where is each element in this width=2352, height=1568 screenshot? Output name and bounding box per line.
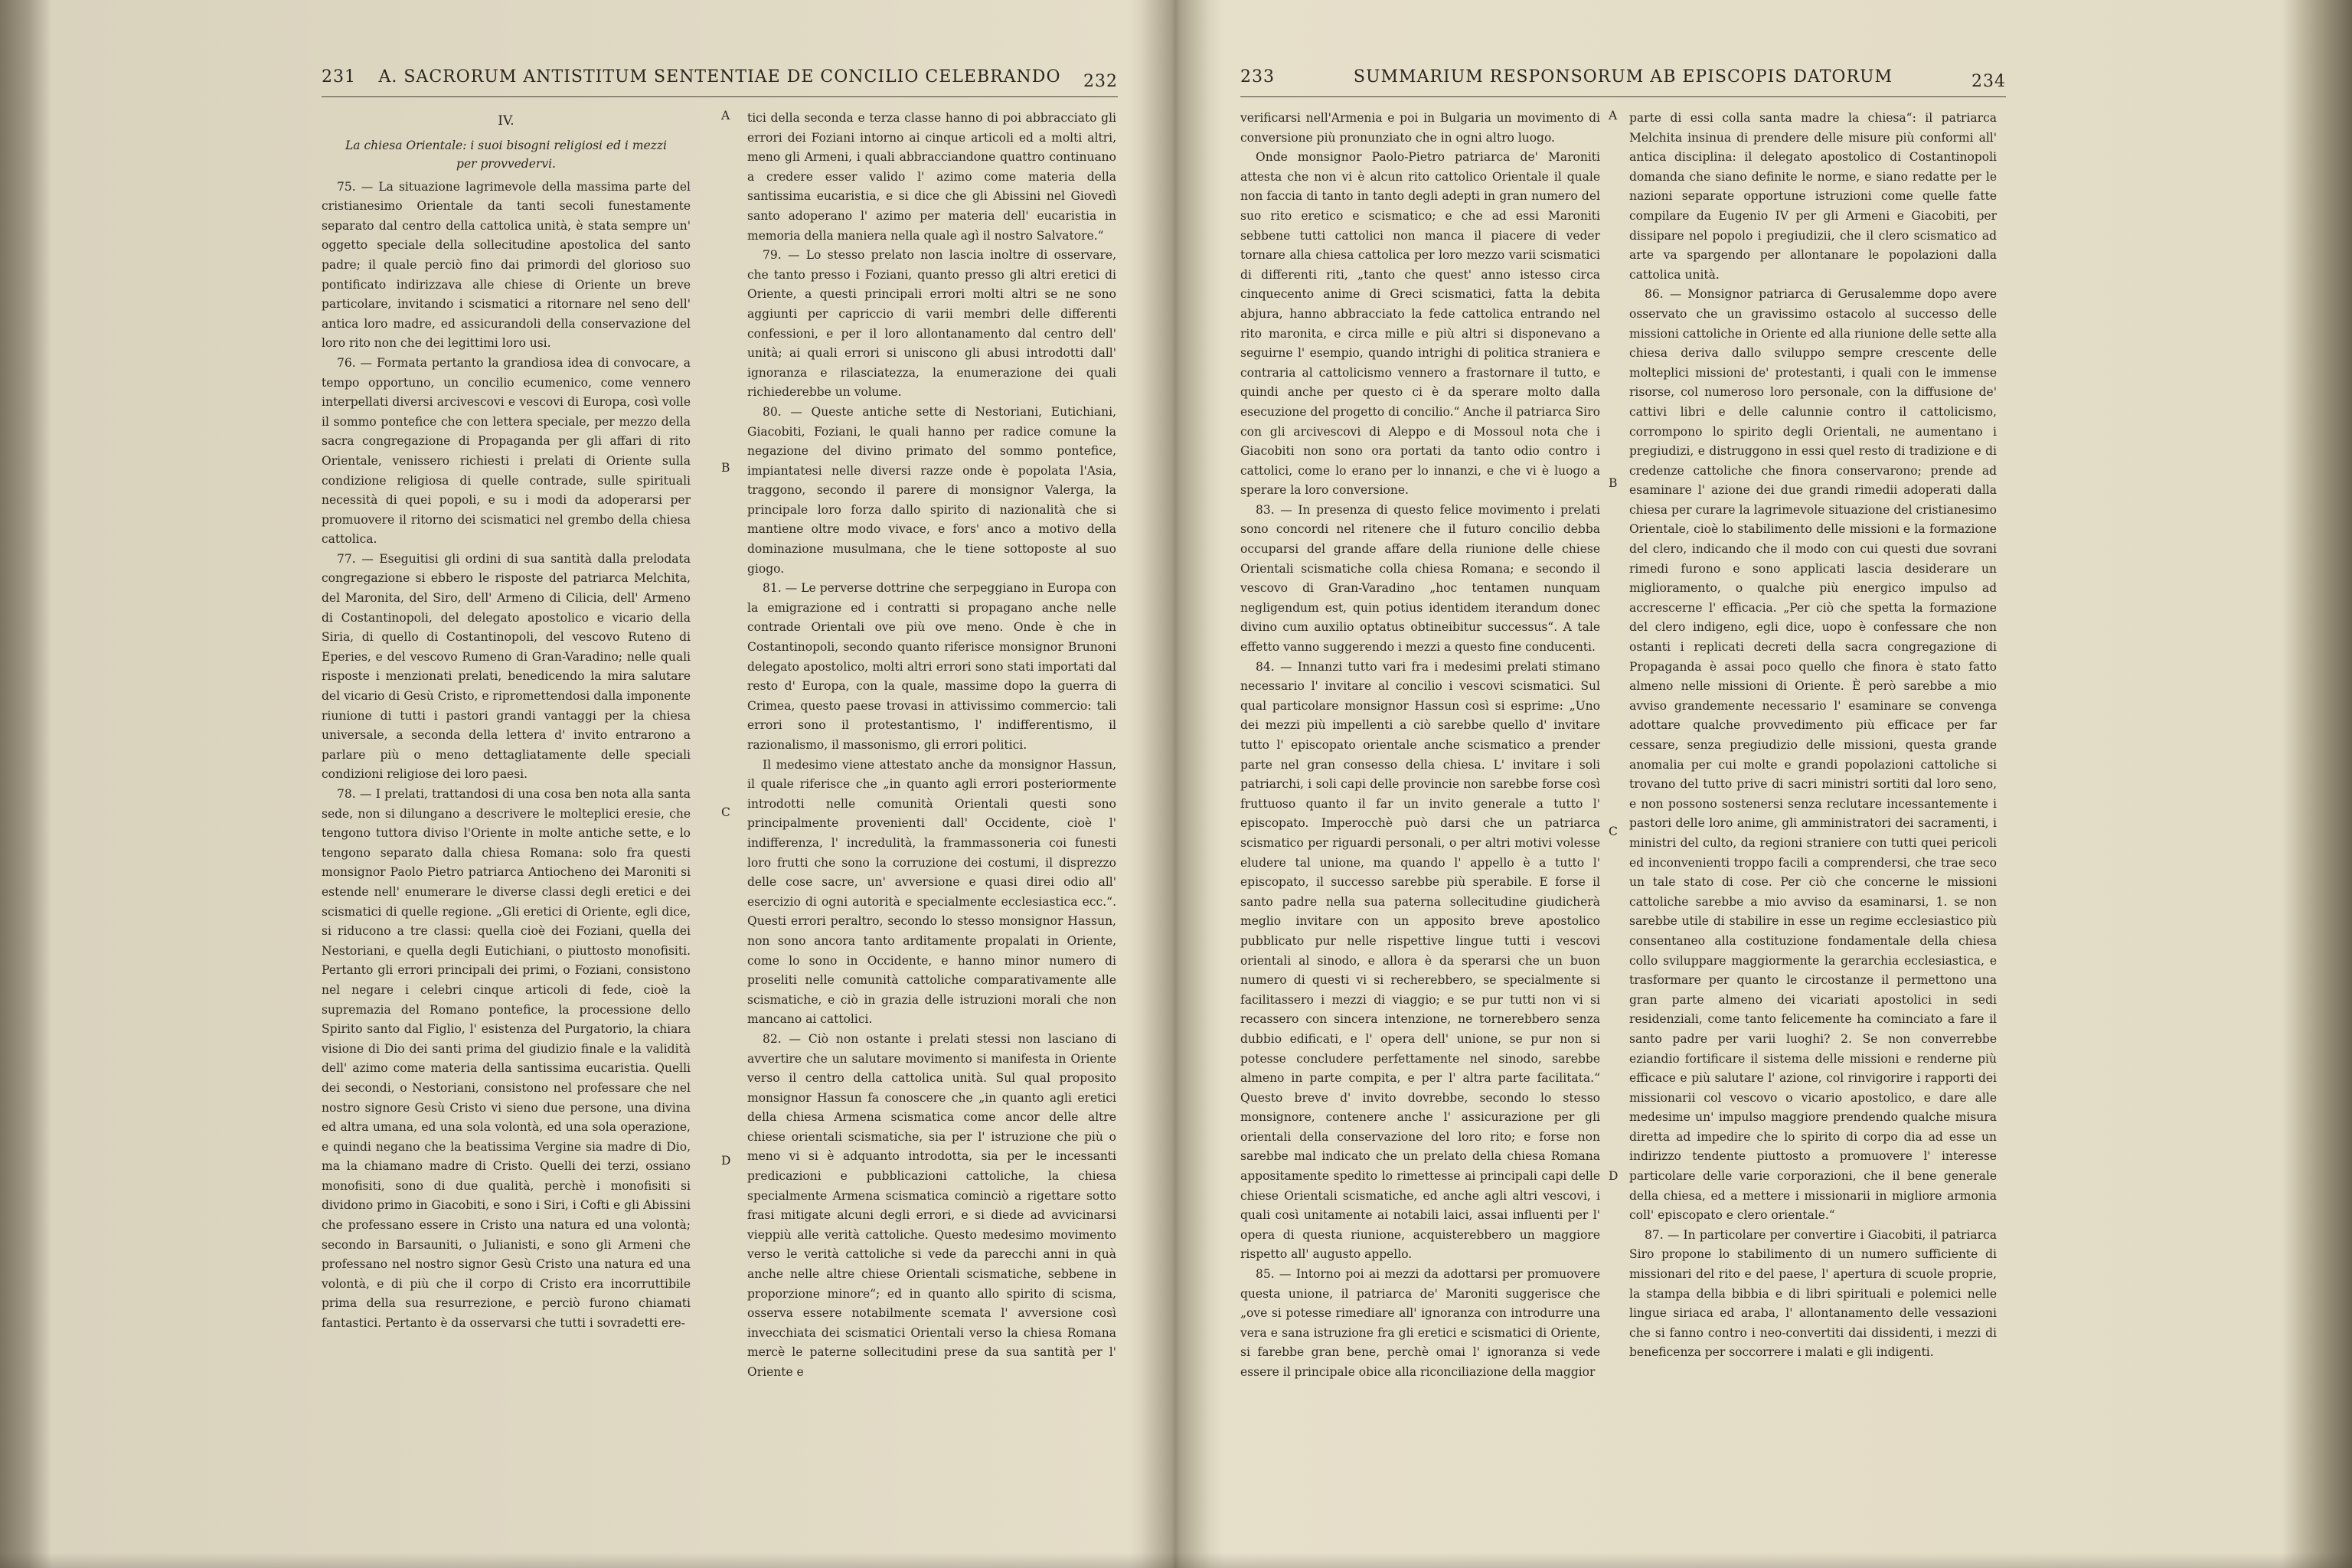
page-number-233: 233 — [1240, 67, 1275, 87]
right-page-column-1 — [1240, 109, 1600, 1383]
section-title: La chiesa Orientale: i suoi bisogni religiosi ed i mezzi per provvedervi. — [345, 138, 667, 171]
right-page-header — [1240, 67, 2006, 98]
paragraph-78: 78. — I prelati, trattandosi di una cosa ben nota alla santa sede, non si dilungano a descrivere le molteplici eresie, che tengono tuttora diviso l'Oriente in molte antiche sette, e lo tengono separato dalla chiesa Romana: solo fra questi monsignor Paolo Pietro patriarca Antiocheno dei Maroniti si estende nell' enumerare le diverse classi degli eretici e dei scismatici di quelle regione. „Gli eretici di Oriente, egli dice, si riducono a tre classi: quella cioè dei Foziani, quella dei Nestoriani, e quella degli Eutichiani, o piuttosto monofisiti. Pertanto gli errori principali dei primi, o Foziani, consistono nel negare i celebri cinque articoli di fede, cioè la supremazia del Romano pontefice, la processione dello Spirito santo dal Figlio, l' esistenza del Purgatorio, la chiara visione di Dio dei santi prima del giudizio finale e la validità dell' azimo come materia della santissima eucaristia. Quelli dei secondi, o Nestoriani, consistono nel professare che nel nostro signore Gesù Cristo vi sieno due persone, una divina ed altra umana, ed una sola volontà, ed una sola operazione, e quindi negano che la beatissima Vergine sia madre di Dio, ma la chiamano madre di Cristo. Quelli dei terzi, ossiano monofisiti, sono di due qualità, perchè i monofisiti si dividono primo in Giacobiti, e sono i Siri, i Cofti e gli Abissini che professano essere in Cristo una natura ed una volontà; secondo in Barsauniti, o Julianisti, e sono gli Armeni che professano nel nostro signor Gesù Cristo una natura ed una volontà, e di più che il corpo di Cristo era incorruttibile prima della sua resurrezione, e perciò furono chiamati fantastici. Pertanto è da osservarsi che tutti i sovradetti ere- — [322, 787, 691, 1331]
margin-letter-d: D — [721, 1154, 731, 1168]
paragraph-84: 84. — Innanzi tutto vari fra i medesimi prelati stimano necessario l' invitare al concilio i vescovi scismatici. Sul qual particolare monsignor Hassun così si esprime: „Uno dei mezzi più impellenti a ciò sarebbe quello d' invitare tutto l' episcopato orientale anche scismatico a prender parte nel gran consesso della chiesa. L' invitare i soli patriarchi, i soli capi delle provincie non sarebbe forse così fruttuoso quanto il far un invito generale a tutto l' episcopato. Imperocchè può darsi che un patriarca scismatico per riguardi personali, o per altri motivi volesse eludere tal unione, ma quando l' appello è a tutto l' episcopato, il successo sarebbe più sperabile. E forse il santo padre nella sua paterna sollecitudine giudicherà meglio invitare con un apposito breve apostolico pubblicato pur nelle rispettive lingue tutti i vescovi orientali al sinodo, e allora è da sperarsi che un buon numero di questi vi si recherebbero, se specialmente si facilitassero i mezzi di viaggio; e se pur tutti non vi si recassero con sincera intenzione, ne tornerebbero senza dubbio edificati, e l' opera dell' unione, se pur non si potesse concludere perfettamente nel sinodo, sarebbe almeno in parte compita, e per l' altra parte facilitata.“ Questo breve d' invito dovrebbe, secondo lo stesso monsignore, contenere anche l' assicurazione per gli orientali della conservazione del loro rito; e forse non sarebbe mal indicato che un prelato della chiesa Romana appositamente spedito lo rimettesse ai principali capi delle chiese Orientali scismatiche, ed anche agli altri vescovi, i quali così unitamente ai notabili laici, assai influenti per l' opera di questa riunione, acquisterebbero un maggiore rispetto all' augusto appello. — [1240, 659, 1600, 1262]
bottom-edge-shadow — [0, 1553, 2352, 1568]
paragraph-77: 77. — Eseguitisi gli ordini di sua santità dalla prelodata congregazione si ebbero le risposte del patriarca Melchita, del Maronita, del Siro, dell' Armeno di Cilicia, dell' Armeno di Costantinopoli, del delegato apostolico e vicario della Siria, di quello di Costantinopoli, del vescovo Ruteno di Eperies, e del vescovo Rumeno di Gran-Varadino; nelle quali risposte i menzionati prelati, benedicendo la mira salutare del vicario di Gesù Cristo, e ripromettendosi dalla imponente riunione di tutti i pastori grandi vantaggi per la chiesa universale, a seconda della lettera d' invito entrarono a parlare più o meno dettagliatamente delle speciali condizioni religiose dei loro paesi. — [322, 551, 691, 782]
margin-letter-d-right: D — [1609, 1169, 1619, 1183]
margin-letter-a: A — [721, 109, 730, 122]
paragraph-82-cont: verificarsi nell'Armenia e poi in Bulgaria un movimento di conversione più pronunziato che in ogni altro luogo. — [1240, 111, 1600, 145]
paragraph-87: 87. — In particolare per convertire i Giacobiti, il patriarca Siro propone lo stabilimento di un numero sufficiente di missionari del rito e del paese, l' apertura di scuole proprie, la stampa della bibbia e di libri spirituali e polemici nelle lingue siriaca ed araba, l' allontanamento delle vessazioni che si fanno contro i neo-convertiti dai dissidenti, i mezzi di beneficenza per soccorrere i malati e gli indigenti. — [1629, 1227, 1997, 1360]
running-title-right: SUMMARIUM RESPONSORUM AB EPISCOPIS DATORUM — [1353, 67, 1893, 87]
paragraph-75: 75. — La situazione lagrimevole della massima parte del cristianesimo Orientale da tanti secoli funestamente separato dal centro della cattolica unità, è stata sempre un' oggetto speciale della sollecitudine apostolica del santo padre; il quale perciò fino dai primordi del glorioso suo pontificato indirizzava alle chiese di Oriente un breve particolare, invitando i scismatici a ritornare nel seno dell' antica loro madre, ed assicurandoli della conservazione del loro rito non che dei legittimi loro usi. — [322, 179, 691, 351]
paragraph-79: 79. — Lo stesso prelato non lascia inoltre di osservare, che tanto presso i Foziani, quanto presso gli altri eretici di Oriente, a questi principali errori molti altri se ne sono aggiunti per capriccio di varii membri delle differenti confessioni, e per il loro allontanamento dal centro dell' unità; ai quali errori si uniscono gli abusi introdotti dall' ignoranza e rilasciatezza, la enumerazione dei quali richiederebbe un volume. — [747, 248, 1116, 400]
left-page — [322, 0, 1118, 1568]
page-number-231: 231 — [322, 67, 356, 87]
paragraph-81: 81. — Le perverse dottrine che serpeggiano in Europa con la emigrazione ed i contratti si propagano anche nelle contrade Orientali ove più ove meno. Onde è che in Costantinopoli, secondo quanto riferisce monsignor Brunoni delegato apostolico, molti altri errori sono stati importati dal resto d' Europa, con la quale, massime dopo la guerra di Crimea, questo paese trovasi in attivissimo commercio: tali errori sono il protestantismo, l' indifferentismo, il razionalismo, il massonismo, gli errori politici. — [747, 581, 1116, 752]
margin-letter-a-right: A — [1609, 109, 1618, 122]
margin-letter-b-right: B — [1609, 476, 1618, 490]
left-page-column-2 — [747, 109, 1116, 1383]
paragraph-81-b: Il medesimo viene attestato anche da monsignor Hassun, il quale riferisce che „in quanto agli errori posteriormente introdotti nelle comunità Orientali questi sono principalmente provenienti dall' Occidente, cioè l' indifferenza, l' incredulità, la frammassoneria coi funesti loro frutti che sono la corruzione dei costumi, il disprezzo delle cose sacre, un' avversione e quasi direi odio all' esercizio di ogni autorità e specialmente ecclesiastica ecc.“. Questi errori peraltro, secondo lo stesso monsignor Hassun, non sono ancora tanto arditamente propalati in Oriente, come lo sono in Occidente, e hanno minor numero di proseliti nelle comunità cattoliche comparativamente alle scismatiche, e ciò in grazia delle istruzioni morali che non mancano ai cattolici. — [747, 757, 1116, 1027]
page-number-232: 232 — [1083, 72, 1118, 91]
margin-letter-b: B — [721, 461, 730, 475]
paragraph-83: 83. — In presenza di questo felice movimento i prelati sono concordi nel ritenere che il futuro concilio debba occuparsi del grande affare della riunione delle chiese Orientali scismatiche colla chiesa Romana; e secondo il vescovo di Gran-Varadino „hoc tentamen nunquam negligendum est, quin potius identidem iterandum donec divino cum auxilio optatus obtineibitur successus“. A tale effetto vanno suggerendo i mezzi a questo fine conducenti. — [1240, 502, 1600, 655]
margin-letter-c-right: C — [1609, 825, 1618, 838]
paragraph-85: 85. — Intorno poi ai mezzi da adottarsi per promuovere questa unione, il patriarca de' Maroniti suggerisce che „ove si potesse rimediare all' ignoranza con introdurre una vera e sana istruzione fra gli eretici e scismatici di Oriente, si farebbe gran bene, perchè omai l' ignoranza si vede essere il principale obice alla riconciliazione della maggior — [1240, 1267, 1600, 1379]
header-rule — [322, 96, 1118, 97]
paragraph-86: 86. — Monsignor patriarca di Gerusalemme dopo avere osservato che un gravissimo ostacolo al successo delle missioni cattoliche in Oriente ed alla riunione delle sette alla chiesa deriva dallo sviluppo sempre crescente delle molteplici missioni de' protestanti, i quali con le immense risorse, col numeroso loro personale, con la diffusione de' cattivi libri e delle calunnie contro il cattolicismo, corrompono lo spirito degli Orientali, ne aumentano i pregiudizi, e distruggono in essi quel resto di tradizione e di credenze cattoliche che finora conservarono; prende ad esaminare l' azione dei due grandi rimedii adoperati dalla chiesa per curare la lagrimevole situazione del cristianesimo Orientale, cioè lo stabilimento delle missioni e la formazione del clero, indicando che il modo con cui questi due sovrani rimedi furono e sono applicati lascia desiderare un miglioramento, o qualche più energico impulso ad accrescerne l' efficacia. „Per ciò che spetta la formazione del clero indigeno, egli dice, uopo è confessare che non ostanti i replicati decreti della sacra congregazione di Propaganda è assai poco quello che finora è stato fatto almeno nelle missioni di Oriente. È però sarebbe a mio avviso grandemente necessario l' esaminare se convenga adottare qualche provvedimento più efficace per far cessare, senza pregiudizio delle missioni, questa grande anomalia per cui molte e grandi popolazioni cattoliche si trovano del tutto prive di sacri ministri sortiti dal loro seno, e non possono sostenersi senza reclutare incessantemente i pastori delle loro anime, gli amministratori dei sacramenti, i ministri del culto, da regioni straniere con tutti quei pericoli ed inconvenienti troppo facili a comprendersi, che trae seco un tale stato di cose. Per ciò che concerne le missioni cattoliche sarebbe a mio avviso da esaminarsi, 1. se non sarebbe utile di stabilire in esse un regime ecclesiastico più consentaneo alla costituzione fondamentale della chiesa collo sviluppare maggiormente la gerarchia ecclesiastica, e trasformare per quanto le circostanze il permettono una gran parte almeno dei vicariati apostolici in sedi residenziali, come tanto felicemente ha cominciato a fare il santo padre per varii luoghi? 2. Se non converrebbe eziandio fortificare il sistema delle missioni e renderne più efficace e più salutare l' azione, col rinvigorire i rapporti dei missionarii col vescovo o vicario apostolico, e dare alle medesime un' impulso maggiore prendendo qualche misura diretta ad impedire che lo spirito di corpo dia ad esse un indirizzo tendente piuttosto a promuovere l' interesse particolare delle varie corporazioni, che il bene generale della chiesa, ed a mettere i missionarii in migliore armonia coll' episcopato e clero orientale.“ — [1629, 287, 1997, 1223]
paragraph-78-cont: tici della seconda e terza classe hanno di poi abbracciato gli errori dei Foziani intorno ai cinque articoli ed a molti altri, meno gli Armeni, i quali abbracciandone quattro continuano a credere esser valido l' azimo come materia della santissima eucaristia, e si dice che gli Abissini nel Giovedì santo adoperano l' azimo per materia dell' eucaristia in memoria della maniera nella quale agì il nostro Salvatore.“ — [747, 111, 1116, 243]
left-page-column-1 — [322, 109, 691, 1334]
left-page-header — [322, 67, 1118, 98]
paragraph-82: 82. — Ciò non ostante i prelati stessi non lasciano di avvertire che un salutare movimento si manifesta in Oriente verso il centro della cattolica unità. Sul qual proposito monsignor Hassun fa conoscere che „in quanto agli eretici della chiesa Armena scismatica come ancor delle altre chiese orientali scismatiche, sia per l' istruzione che più o meno vi si è adquanto introdotta, sia per le incessanti predicazioni e pubblicazioni cattoliche, la chiesa specialmente Armena scismatica cominciò a rigettare sotto frasi mitigate alcuni degli errori, e si diede ad avvicinarsi vieppiù alle verità cattoliche. Questo medesimo movimento verso le verità cattoliche si vede da parecchi anni in quà anche nelle altre chiese Orientali scismatiche, sebbene in proporzione minore“; ed in quanto allo spirito di scisma, osserva essere notabilmente scemata l' avversione così invecchiata dei scismatici Orientali verso la chiesa Romana mercè le paterne sollecitudini prese da sua santità per l' Oriente e — [747, 1031, 1116, 1379]
page-number-234: 234 — [1971, 72, 2006, 91]
paragraph-85-cont: parte di essi colla santa madre la chiesa“: il patriarca Melchita insinua di prendere delle misure più conformi all' antica disciplina: il delegato apostolico di Costantinopoli domanda che siano definite le norme, e siano redatte per le nazioni separate opportune istruzioni come quelle fatte compilare da Eugenio IV per gli Armeni e Giacobiti, per dissipare nel popolo i pregiudizii, che il clero scismatico ad arte va spargendo per allontanare le popolazioni dalla cattolica unità. — [1629, 111, 1997, 282]
section-number: IV. — [498, 113, 514, 129]
header-rule-right — [1240, 96, 2006, 97]
right-page — [1240, 0, 2006, 1568]
running-title: A. SACRORUM ANTISTITUM SENTENTIAE DE CONCILIO CELEBRANDO — [378, 67, 1061, 87]
right-page-column-2 — [1629, 109, 1997, 1363]
paragraph-76: 76. — Formata pertanto la grandiosa idea di convocare, a tempo opportuno, un concilio ecumenico, come vennero interpellati diversi arcivescovi e vescovi di Europa, così volle il sommo pontefice che con lettera speciale, per mezzo della sacra congregazione di Propaganda per gli affari di rito Orientale, venissero richiesti i prelati di Oriente sulla condizione religiosa di quelle contrade, sulle spirituali necessità di quei popoli, e su i modi da adoperarsi per promuovere il ritorno dei scismatici nel grembo della chiesa cattolica. — [322, 355, 691, 547]
paragraph-82-maroniti: Onde monsignor Paolo-Pietro patriarca de' Maroniti attesta che non vi è alcun rito cattolico Orientale il quale non faccia di tanto in tanto degli adepti in gran numero del suo rito eretico e scismatico; e che ad essi Maroniti sebbene tutti cattolici non manca il piacere di veder tornare alla chiesa cattolica per loro mezzo varii scismatici di differenti riti, „tanto che quest' anno istesso circa cinquecento anime di Greci scismatici, fatta la debita abjura, hanno abbracciato la fede cattolica entrando nel rito maronita, e circa mille e più altri si disponevano a seguirne l' esempio, quando intrighi di politica straniera e contraria al cattolicismo vennero a frastornare il tutto, e quindi anche per questo ci è da sperare molto dalla esecuzione del progetto di concilio.“ Anche il patriarca Siro con gli arcivescovi di Aleppo e di Mossoul nota che i Giacobiti non sono ora portati da tanto odio contro i cattolici, come lo erano per lo innanzi, e che vi è luogo a sperare la loro conversione. — [1240, 150, 1600, 498]
book-spine-gutter — [1141, 0, 1210, 1568]
paragraph-80: 80. — Queste antiche sette di Nestoriani, Eutichiani, Giacobiti, Foziani, le quali hanno per radice comune la negazione del divino primato del sommo pontefice, impiantatesi nelle diversi razze onde è popolata l'Asia, traggono, secondo il parere di monsignor Valerga, la principale loro forza dallo spirito di nazionalità che si mantiene oltre modo vivace, e fors' anco a motivo della dominazione musulmana, che le tiene sottoposte al suo giogo. — [747, 404, 1116, 576]
margin-letter-c: C — [721, 805, 730, 819]
